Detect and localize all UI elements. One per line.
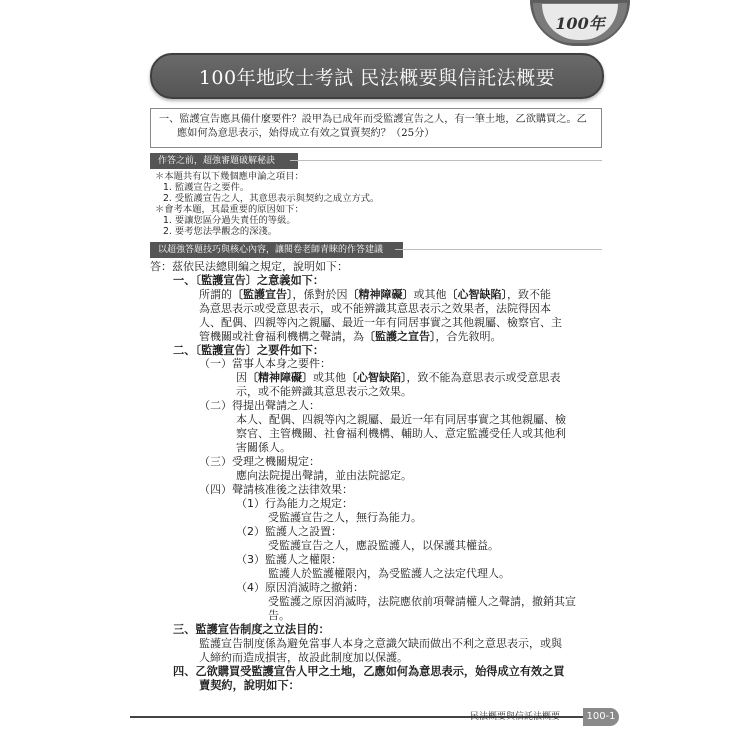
text-span: ，致不能為意思表示或受意思表 — [406, 371, 561, 384]
term-mental-defect: 〔心智缺陷〕 — [346, 371, 407, 384]
section-2-item-2: （二）得提出聲請之人： — [199, 399, 320, 412]
tips-divider — [290, 160, 602, 161]
section-1-line-1 — [199, 288, 551, 301]
question-line-1: 一、監護宣告應具備什麼要件？設甲為已成年而受監護宣告之人，有一筆土地，乙欲購買之。乙 — [159, 114, 587, 125]
tips-line-1: ＊本題共有以下幾個應申論之項目： — [155, 171, 304, 182]
effect-3: （3）監護人之權限： — [236, 553, 342, 566]
page-number: 100-1 — [583, 708, 619, 726]
term-guardianship-announcement: 〔監護之宣告〕 — [364, 330, 436, 343]
section-2-item-2-line-1: 本人、配偶、四親等內之親屬、最近一年有同居事實之其他親屬、檢 — [236, 413, 566, 426]
section-4-heading-2: 賣契約，說明如下： — [199, 679, 300, 692]
section-2-heading: 二、〔監護宣告〕之要件如下： — [173, 344, 325, 357]
section-2-item-3-line-1: 應向法院提出聲請，並由法院認定。 — [236, 469, 412, 482]
section-3-line-2: 人締約而造成損害，故設此制度加以保護。 — [199, 651, 408, 664]
section-3-heading: 三、監護宣告制度之立法目的： — [173, 623, 330, 636]
term-guardianship-declaration: 〔監護宣告〕 — [232, 288, 293, 301]
effect-4-text-2: 告。 — [268, 609, 290, 622]
effect-3-text: 監護人於監護權限內，為受監護人之法定代理人。 — [268, 567, 510, 580]
effect-2: （2）監護人之設置： — [236, 525, 342, 538]
effect-4: （4）原因消滅時之撤銷： — [236, 581, 364, 594]
page-title-banner — [150, 53, 604, 99]
section-2-item-2-line-3: 害關係人。 — [236, 441, 291, 454]
effect-2-text: 受監護宣告之人，應設監護人，以保護其權益。 — [268, 539, 499, 552]
text-span: 或其他 — [413, 288, 447, 301]
section-2-item-1-line-1 — [236, 371, 561, 384]
section-1-line-2: 為意思表示或受意思表示，或不能辨識其意思表示之效果者，法院得因本 — [199, 302, 551, 315]
section-1-heading: 一、〔監護宣告〕之意義如下： — [173, 274, 325, 287]
text-span: 所謂的 — [199, 288, 232, 301]
tips-line-5: 1. 要讓您區分過失責任的等級。 — [163, 215, 296, 226]
text-span: 管機關或社會福利機構之聲請，為 — [199, 330, 364, 343]
text-span: 或其他 — [313, 371, 346, 384]
question-box — [150, 108, 602, 148]
section-4-heading-1: 四、乙欲購買受監護宣告人甲之土地，乙應如何為意思表示，始得成立有效之買 — [173, 665, 565, 678]
section-2-item-1-line-2: 示，或不能辨識其意思表示之效果。 — [236, 385, 412, 398]
section-2-item-1: （一）當事人本身之要件： — [199, 357, 331, 370]
effect-1-text: 受監護宣告之人，無行為能力。 — [268, 511, 422, 524]
question-line-2: 應如何為意思表示，始得成立有效之買賣契約？（25分） — [177, 128, 435, 139]
technique-section-header: 以超強答題技巧與核心內容，讓閱卷老師青睞的作答建議 — [150, 242, 403, 258]
text-span: ，合先敘明。 — [435, 330, 502, 343]
tips-line-2: 1. 監護宣告之要件。 — [163, 182, 250, 193]
tips-line-4: ＊會考本題，其最重要的原因如下： — [155, 204, 304, 215]
section-2-item-3: （三）受理之機關規定： — [199, 455, 320, 468]
section-1-line-4 — [199, 330, 502, 343]
section-2-item-2-line-2: 察官、主管機關、社會福利機構、輔助人、意定監護受任人或其他利 — [236, 427, 566, 440]
technique-divider — [395, 249, 602, 250]
year-badge-label: 100年 — [542, 4, 618, 40]
text-span: ，致不能 — [507, 288, 551, 301]
text-span: 因 — [236, 371, 247, 384]
term-mental-defect: 〔心智缺陷〕 — [446, 288, 507, 301]
effect-1: （1）行為能力之規定： — [236, 497, 353, 510]
tips-line-3: 2. 受監護宣告之人，其意思表示與契約之成立方式。 — [163, 193, 380, 204]
term-mental-disorder: 〔精神障礙〕 — [247, 371, 313, 384]
section-2-item-4: （四）聲請核准後之法律效果： — [199, 483, 353, 496]
text-span: ，係對於因 — [292, 288, 348, 301]
term-mental-disorder: 〔精神障礙〕 — [347, 288, 414, 301]
year-badge — [530, 0, 630, 46]
section-1-line-3: 人、配偶、四親等內之親屬、最近一年有同居事實之其他親屬、檢察官、主 — [199, 316, 562, 329]
section-3-line-1: 監護宣告制度係為避免當事人本身之意識欠缺而做出不利之意思表示，或與 — [199, 637, 562, 650]
footer-book-title: 民法概要與信託法概要 — [470, 712, 561, 722]
page-title: 100年地政士考試 民法概要與信託法概要 — [198, 66, 556, 89]
effect-4-text-1: 受監護之原因消滅時，法院應依前項聲請權人之聲請，撤銷其宣 — [268, 595, 576, 608]
tips-line-6: 2. 要考您法學觀念的深淺。 — [163, 226, 278, 237]
tips-section-header: 作答之前，超強審題破解秘訣 — [150, 153, 298, 169]
answer-intro: 答：茲依民法總則編之規定，說明如下： — [150, 260, 348, 273]
